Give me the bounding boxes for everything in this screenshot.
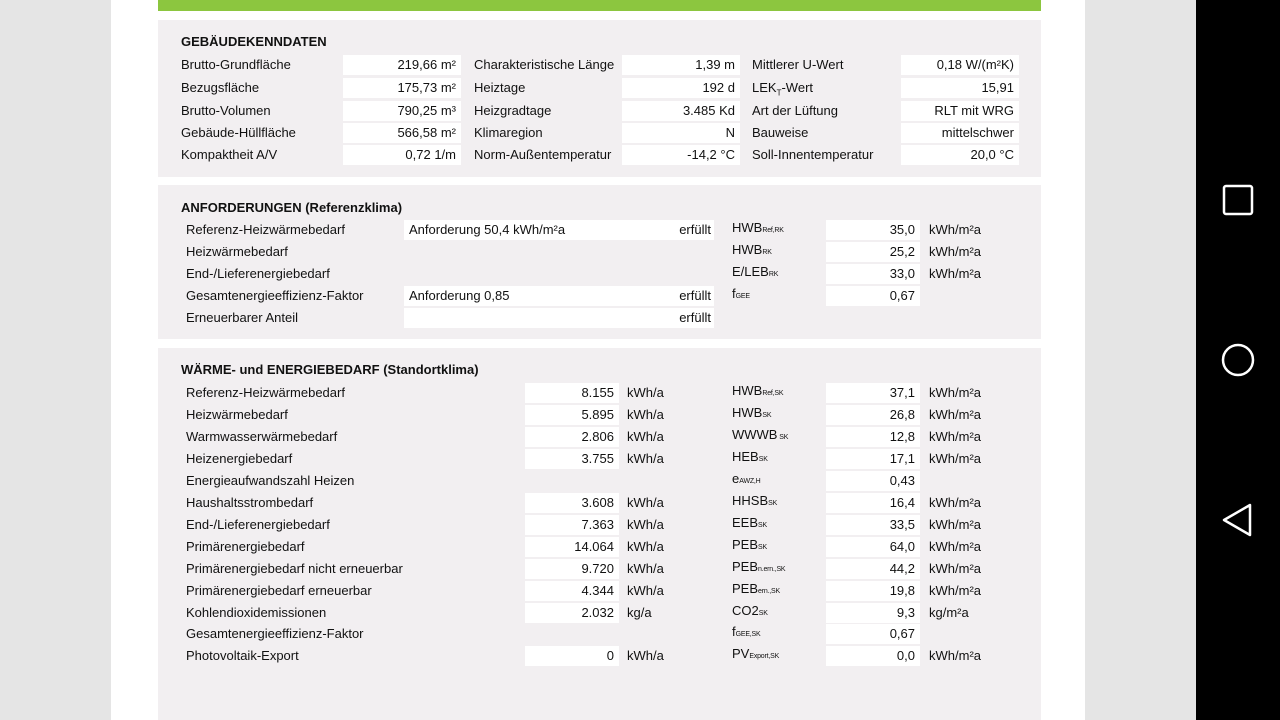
field-value: -14,2 °C — [622, 145, 740, 165]
indicator-symbol — [732, 579, 780, 599]
table-row — [158, 78, 1041, 98]
indicator-value: 33,0 — [826, 264, 920, 284]
indicator-symbol — [732, 535, 767, 555]
symbol-main: PEB — [732, 580, 759, 596]
field-label: Brutto-Grundfläche — [181, 57, 291, 72]
specific-unit: kWh/m²a — [929, 407, 981, 422]
table-row — [158, 264, 1041, 284]
specific-value: 0,43 — [826, 471, 920, 491]
requirement-text: Anforderung 0,85 — [409, 288, 510, 303]
requirement-label: Gesamtenergieeffizienz-Faktor — [186, 288, 364, 303]
table-row — [158, 101, 1041, 121]
document-page — [111, 0, 1085, 720]
table-row — [158, 646, 1041, 666]
section-heading: GEBÄUDEKENNDATEN — [181, 34, 327, 49]
symbol-subscript: SK — [758, 543, 767, 551]
table-row — [158, 581, 1041, 601]
specific-unit: kWh/m²a — [929, 428, 981, 444]
symbol-subscript: GEE — [735, 293, 750, 300]
header-accent-bar — [158, 0, 1041, 11]
indicator-symbol — [732, 557, 785, 577]
table-row — [158, 383, 1041, 403]
absolute-unit: kg/a — [627, 604, 652, 620]
absolute-unit: kWh/a — [627, 428, 664, 444]
specific-value: 19,8 — [826, 581, 920, 601]
field-value: 0,72 1/m — [343, 145, 461, 165]
symbol-main: EEB — [732, 514, 759, 530]
specific-value: 9,3 — [826, 603, 920, 623]
requirement-label: Erneuerbarer Anteil — [186, 310, 299, 325]
symbol-main: HWB — [732, 405, 763, 420]
table-row — [158, 286, 1041, 306]
symbol-main: HEB — [732, 448, 759, 464]
table-row — [158, 427, 1041, 447]
field-label — [752, 78, 813, 98]
symbol-main: HHSB — [732, 492, 769, 508]
symbol-main: CO2 — [732, 602, 759, 618]
absolute-value: 0 — [525, 646, 619, 666]
demand-label: End-/Lieferenergiebedarf — [186, 516, 330, 532]
indicator-symbol — [732, 491, 777, 511]
specific-unit: kWh/m²a — [929, 538, 981, 554]
android-navigation-bar — [1196, 0, 1280, 720]
table-row — [158, 123, 1041, 143]
requirement-label: Heizwärmebedarf — [186, 244, 288, 259]
status-fulfilled: erfüllt — [679, 310, 711, 325]
table-row — [158, 449, 1041, 469]
specific-value: 12,8 — [826, 427, 920, 447]
field-label: Heiztage — [474, 80, 526, 95]
field-label-main: LEK — [752, 80, 777, 95]
absolute-unit: kWh/a — [627, 385, 664, 400]
demand-label: Photovoltaik-Export — [186, 648, 299, 664]
indicator-symbol — [732, 513, 767, 533]
absolute-unit: kWh/a — [627, 538, 664, 554]
demand-label: Kohlendioxidemissionen — [186, 604, 327, 620]
field-label: Norm-Außentemperatur — [474, 147, 612, 162]
specific-value: 16,4 — [826, 493, 920, 513]
field-label-sub: T — [776, 88, 782, 98]
symbol-main: HWB — [732, 220, 763, 235]
demand-label: Referenz-Heizwärmebedarf — [186, 385, 345, 400]
field-label: Bezugsfläche — [181, 80, 260, 95]
field-label: Art der Lüftung — [752, 103, 838, 118]
symbol-subscript: Ref,RK — [762, 227, 784, 234]
symbol-main: E/LEB — [732, 264, 769, 279]
symbol-main: PEB — [732, 536, 759, 552]
field-value: 175,73 m² — [343, 78, 461, 98]
section-heading: WÄRME- und ENERGIEBEDARF (Standortklima) — [181, 362, 479, 377]
home-icon[interactable] — [1214, 336, 1262, 384]
symbol-subscript: SK — [777, 433, 789, 441]
indicator-value: 0,67 — [826, 286, 920, 306]
field-value: 15,91 — [901, 78, 1019, 98]
symbol-subscript: SK — [758, 609, 768, 617]
field-value: 192 d — [622, 78, 740, 98]
absolute-unit: kWh/a — [627, 516, 664, 532]
specific-unit: kWh/m²a — [929, 450, 981, 466]
specific-unit: kWh/m²a — [929, 648, 981, 664]
field-label: Kompaktheit A/V — [181, 147, 278, 162]
recents-icon[interactable] — [1214, 176, 1262, 224]
field-value: 20,0 °C — [901, 145, 1019, 165]
status-fulfilled: erfüllt — [679, 222, 711, 237]
requirement-label: Referenz-Heizwärmebedarf — [186, 222, 345, 237]
absolute-value: 4.344 — [525, 581, 619, 601]
table-row — [158, 55, 1041, 75]
indicator-symbol — [732, 403, 771, 423]
demand-label: Heizenergiebedarf — [186, 450, 293, 466]
indicator-symbol — [732, 240, 772, 260]
symbol-main: f — [732, 624, 736, 640]
table-row — [158, 515, 1041, 535]
symbol-main: e — [732, 470, 740, 486]
indicator-symbol — [732, 469, 761, 489]
field-label: Mittlerer U-Wert — [752, 57, 844, 72]
absolute-value: 14.064 — [525, 537, 619, 557]
specific-value: 37,1 — [826, 383, 920, 403]
absolute-value: 3.755 — [525, 449, 619, 469]
symbol-subscript: Ref,SK — [762, 390, 784, 397]
absolute-unit: kWh/a — [627, 560, 664, 576]
table-row — [158, 493, 1041, 513]
section-heading: ANFORDERUNGEN (Referenzklima) — [181, 200, 403, 215]
indicator-symbol — [732, 644, 779, 664]
table-row — [158, 220, 1041, 240]
specific-unit: kWh/m²a — [929, 385, 981, 400]
indicator-value: 25,2 — [826, 242, 920, 262]
table-row — [158, 145, 1041, 165]
specific-value: 0,0 — [826, 646, 920, 666]
specific-value: 44,2 — [826, 559, 920, 579]
symbol-subscript: ern.,SK — [758, 587, 780, 595]
field-value: 790,25 m³ — [343, 101, 461, 121]
absolute-value: 5.895 — [525, 405, 619, 425]
table-row — [158, 242, 1041, 262]
section-requirements — [158, 185, 1041, 339]
field-label: Bauweise — [752, 125, 809, 140]
table-row — [158, 308, 1041, 328]
section-energy-demand — [158, 348, 1041, 720]
specific-value: 0,67 — [826, 624, 920, 644]
field-value: 566,58 m² — [343, 123, 461, 143]
symbol-subscript: AWZ,H — [739, 477, 761, 485]
demand-label: Haushaltsstrombedarf — [186, 494, 314, 510]
symbol-subscript: SK — [762, 412, 772, 419]
symbol-subscript: GEE,SK — [735, 631, 761, 639]
field-label: Soll-Innentemperatur — [752, 147, 874, 162]
field-value: mittelschwer — [901, 123, 1019, 143]
indicator-unit: kWh/m²a — [929, 222, 981, 237]
indicator-symbol — [732, 218, 784, 238]
absolute-value: 8.155 — [525, 383, 619, 403]
field-value: 1,39 m — [622, 55, 740, 75]
absolute-value: 7.363 — [525, 515, 619, 535]
specific-value: 33,5 — [826, 515, 920, 535]
status-fulfilled: erfüllt — [679, 288, 711, 303]
specific-unit: kWh/m²a — [929, 516, 981, 532]
specific-unit: kg/m²a — [929, 604, 969, 620]
specific-unit: kWh/m²a — [929, 494, 981, 510]
specific-value: 17,1 — [826, 449, 920, 469]
demand-label: Heizwärmebedarf — [186, 407, 288, 422]
indicator-symbol — [732, 381, 783, 401]
symbol-subscript: SK — [758, 521, 767, 529]
specific-unit: kWh/m²a — [929, 560, 981, 576]
field-label: Klimaregion — [474, 125, 543, 140]
symbol-main: f — [732, 286, 736, 301]
field-label-rest: -Wert — [781, 80, 814, 95]
symbol-main: HWB — [732, 383, 763, 398]
field-value: 0,18 W/(m²K) — [901, 55, 1019, 75]
demand-label: Energieaufwandszahl Heizen — [186, 472, 355, 488]
table-row — [158, 537, 1041, 557]
table-row — [158, 471, 1041, 491]
symbol-subscript: Export,SK — [749, 653, 780, 661]
demand-label: Primärenergiebedarf erneuerbar — [186, 582, 372, 598]
absolute-value: 2.806 — [525, 427, 619, 447]
demand-label: Gesamtenergieeffizienz-Faktor — [186, 626, 364, 642]
indicator-symbol — [732, 622, 761, 642]
table-row — [158, 603, 1041, 623]
specific-value: 26,8 — [826, 405, 920, 425]
demand-label: Primärenergiebedarf — [186, 538, 305, 554]
specific-unit: kWh/m²a — [929, 582, 981, 598]
symbol-main: PEB — [732, 558, 759, 574]
back-icon[interactable] — [1214, 496, 1262, 544]
requirement-text: Anforderung 50,4 kWh/m²a — [409, 222, 566, 237]
absolute-unit: kWh/a — [627, 450, 664, 466]
symbol-subscript: SK — [768, 499, 778, 507]
field-value: N — [622, 123, 740, 143]
requirement-label: End-/Lieferenergiebedarf — [186, 266, 330, 281]
field-label: Charakteristische Länge — [474, 57, 615, 72]
section-building-data — [158, 20, 1041, 177]
symbol-subscript: RK — [768, 271, 779, 278]
absolute-unit: kWh/a — [627, 407, 664, 422]
symbol-main: HWB — [732, 242, 763, 257]
indicator-unit: kWh/m²a — [929, 266, 981, 281]
indicator-symbol — [732, 262, 778, 282]
absolute-unit: kWh/a — [627, 494, 664, 510]
indicator-unit: kWh/m²a — [929, 244, 981, 259]
indicator-value: 35,0 — [826, 220, 920, 240]
table-row — [158, 624, 1041, 644]
demand-label: Warmwasserwärmebedarf — [186, 428, 338, 444]
field-label: Brutto-Volumen — [181, 103, 271, 118]
symbol-subscript: n.ern.,SK — [758, 565, 786, 573]
field-value: RLT mit WRG — [901, 101, 1019, 121]
symbol-subscript: RK — [762, 249, 772, 256]
demand-label: Primärenergiebedarf nicht erneuerbar — [186, 560, 403, 576]
indicator-symbol — [732, 425, 788, 445]
field-label: Heizgradtage — [474, 103, 552, 118]
absolute-value: 9.720 — [525, 559, 619, 579]
field-value: 3.485 Kd — [622, 101, 740, 121]
field-value: 219,66 m² — [343, 55, 461, 75]
indicator-symbol — [732, 447, 768, 467]
absolute-unit: kWh/a — [627, 648, 664, 664]
symbol-main: WWWB — [732, 426, 778, 442]
specific-value: 64,0 — [826, 537, 920, 557]
indicator-symbol — [732, 601, 768, 621]
table-row — [158, 559, 1041, 579]
table-row — [158, 405, 1041, 425]
symbol-main: PV — [732, 646, 750, 662]
symbol-subscript: SK — [758, 455, 768, 463]
field-label: Gebäude-Hüllfläche — [181, 125, 296, 140]
indicator-symbol — [732, 284, 750, 304]
absolute-unit: kWh/a — [627, 582, 664, 598]
absolute-value: 3.608 — [525, 493, 619, 513]
absolute-value: 2.032 — [525, 603, 619, 623]
